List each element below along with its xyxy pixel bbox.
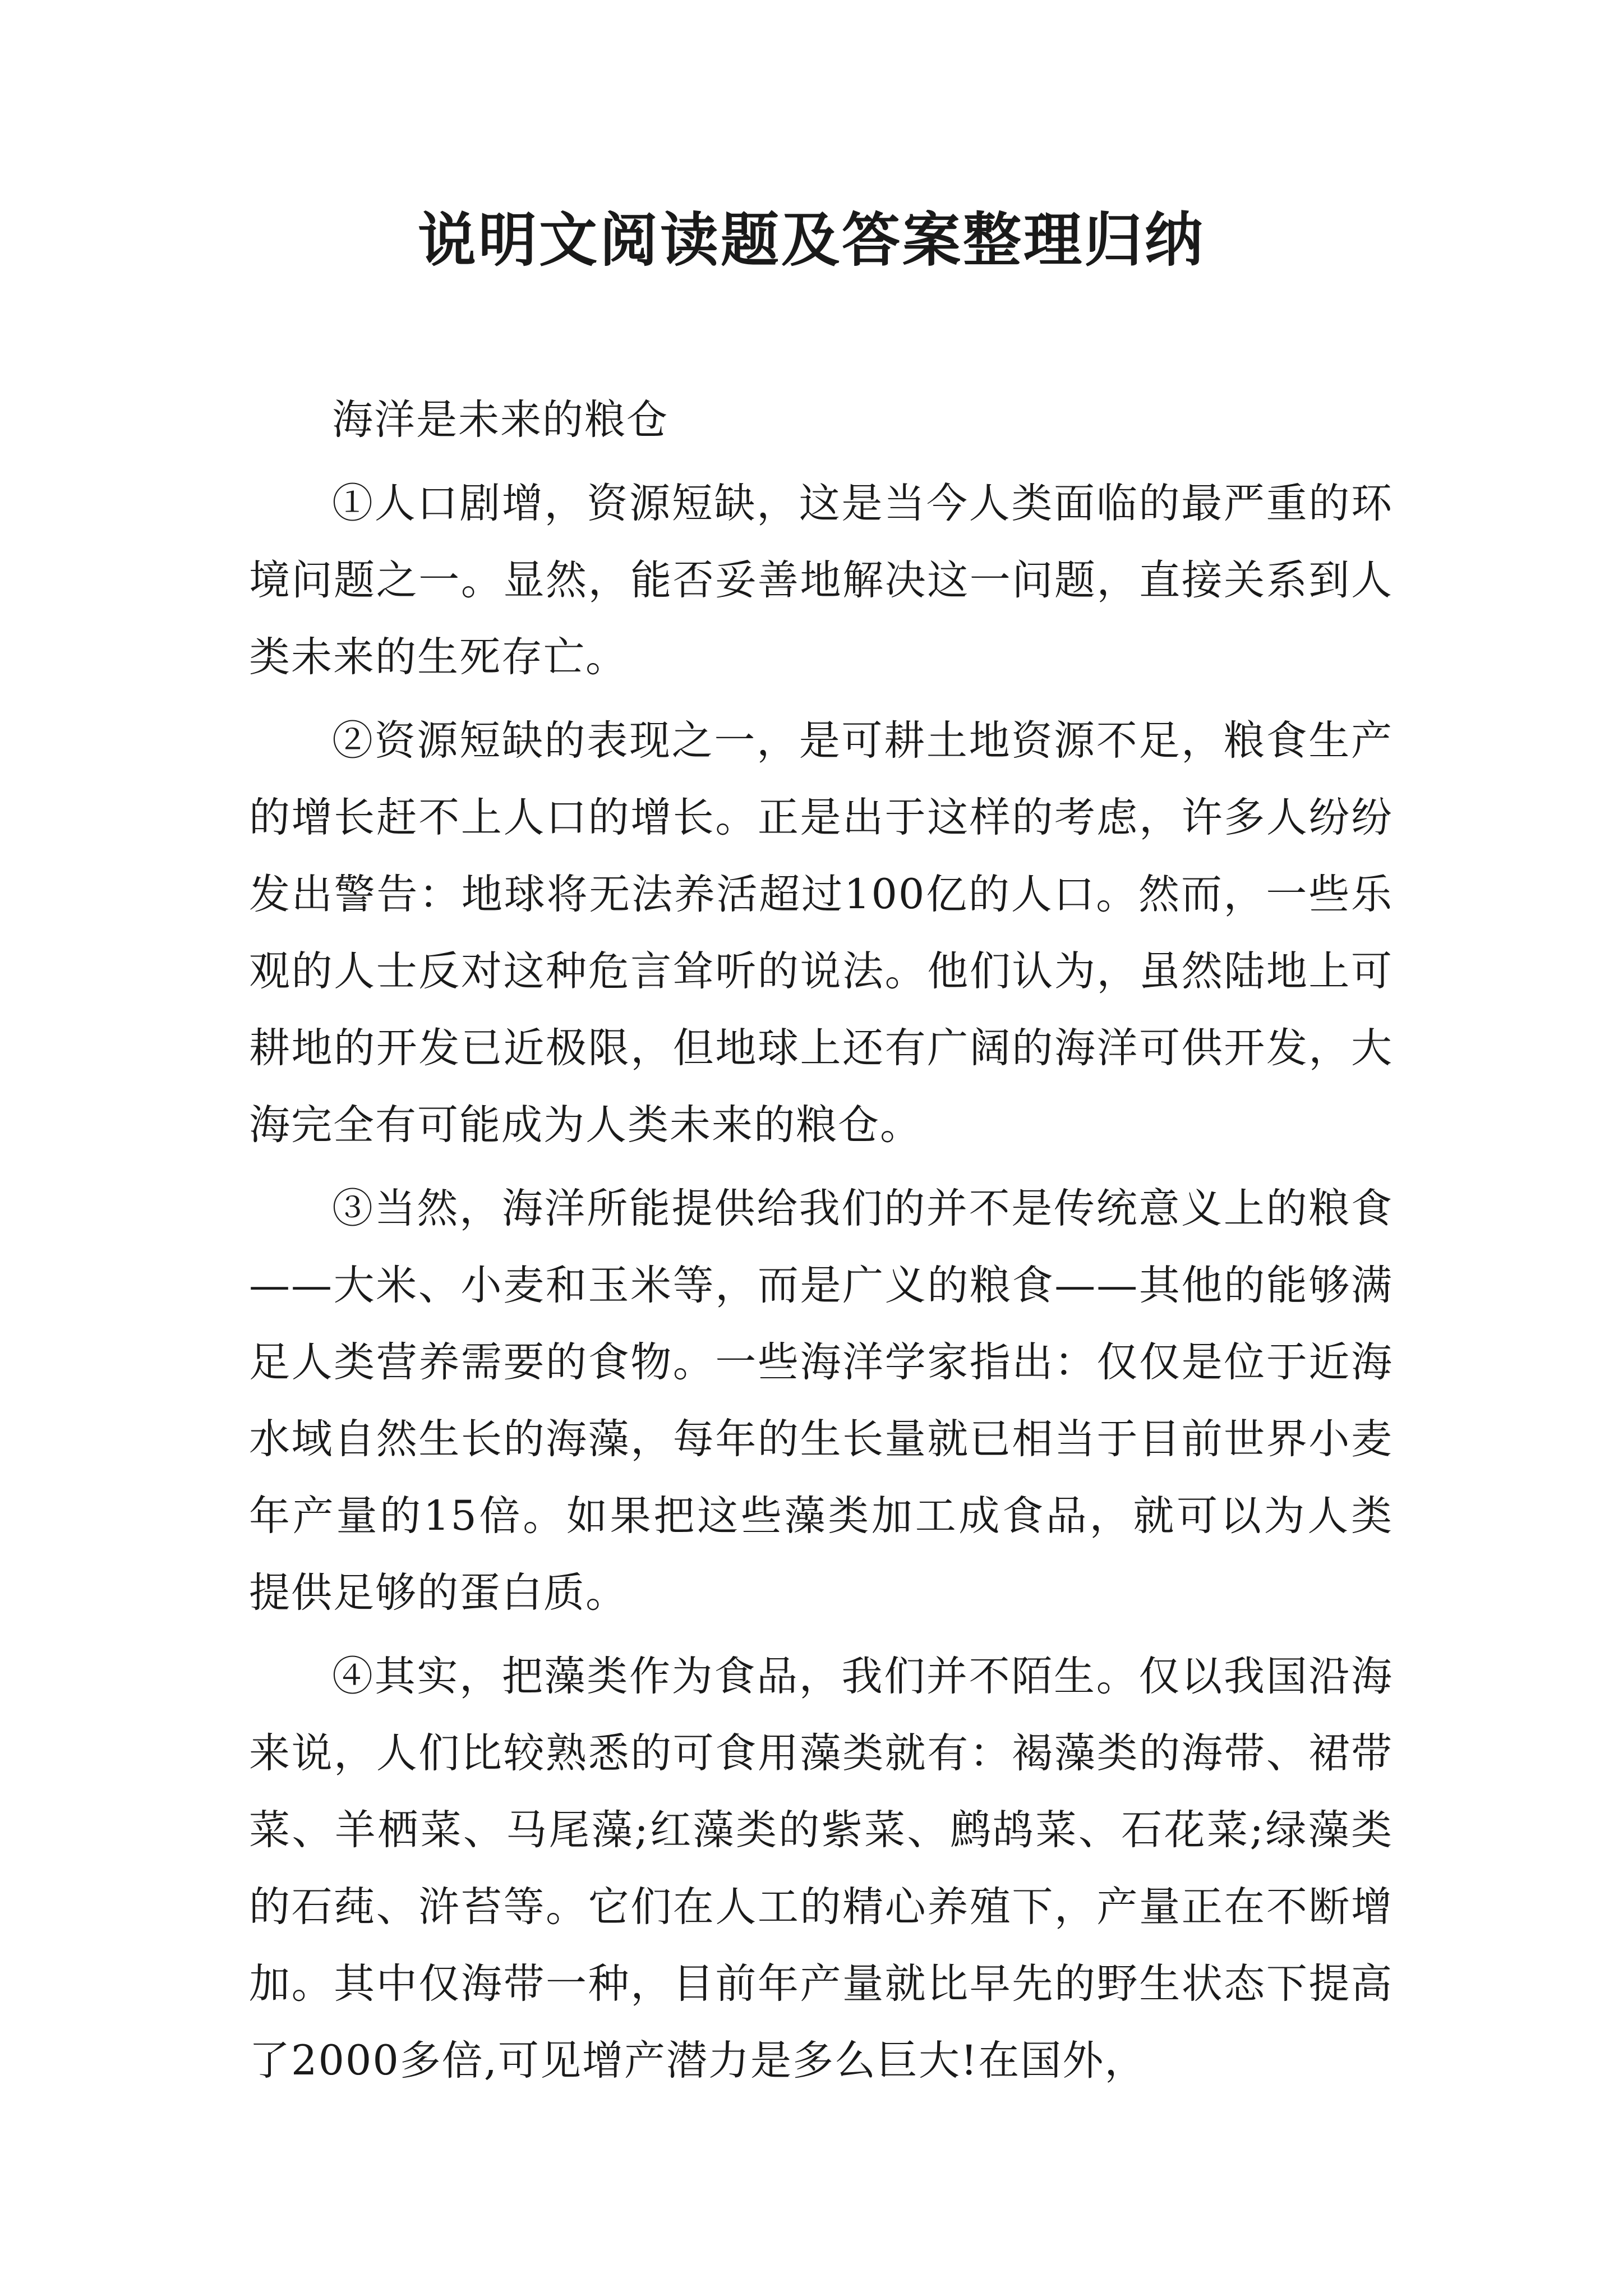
article-body <box>249 381 1393 2099</box>
paragraph-2: ②资源短缺的表现之一，是可耕土地资源不足，粮食生产的增长赶不上人口的增长。正是出于这样的考虑，许多人纷纷发出警告：地球将无法养活超过100亿的人口。然而，一些乐观的人士反对这种危言耸听的说法。他们认为，虽然陆地上可耕地的开发已近极限，但地球上还有广阔的海洋可供开发，大海完全有可能成为人类未来的粮仓。 <box>249 717 1393 1149</box>
paragraph-3: ③当然，海洋所能提供给我们的并不是传统意义上的粮食——大米、小麦和玉米等，而是广义的粮食——其他的能够满足人类营养需要的食物。一些海洋学家指出：仅仅是位于近海水域自然生长的海藻，每年的生长量就已相当于目前世界小麦年产量的15倍。如果把这些藻类加工成食品，就可以为人类提供足够的蛋白质。 <box>249 1185 1393 1617</box>
paragraph-4: ④其实，把藻类作为食品，我们并不陌生。仅以我国沿海来说，人们比较熟悉的可食用藻类就有：褐藻类的海带、裙带菜、羊栖菜、马尾藻;红藻类的紫菜、鹧鸪菜、石花菜;绿藻类的石莼、浒苔等。它们在人工的精心养殖下，产量正在不断增加。其中仅海带一种，目前年产量就比早先的野生状态下提高了2000多倍,可见增产潜力是多么巨大!在国外， <box>249 1653 1393 2085</box>
document-title: 说明文阅读题及答案整理归纳 <box>417 205 1205 274</box>
paragraph-1: ①人口剧增，资源短缺，这是当今人类面临的最严重的环境问题之一。显然，能否妥善地解决这一问题，直接关系到人类未来的生死存亡。 <box>249 480 1393 681</box>
article-title: 海洋是未来的粮仓 <box>332 396 668 444</box>
